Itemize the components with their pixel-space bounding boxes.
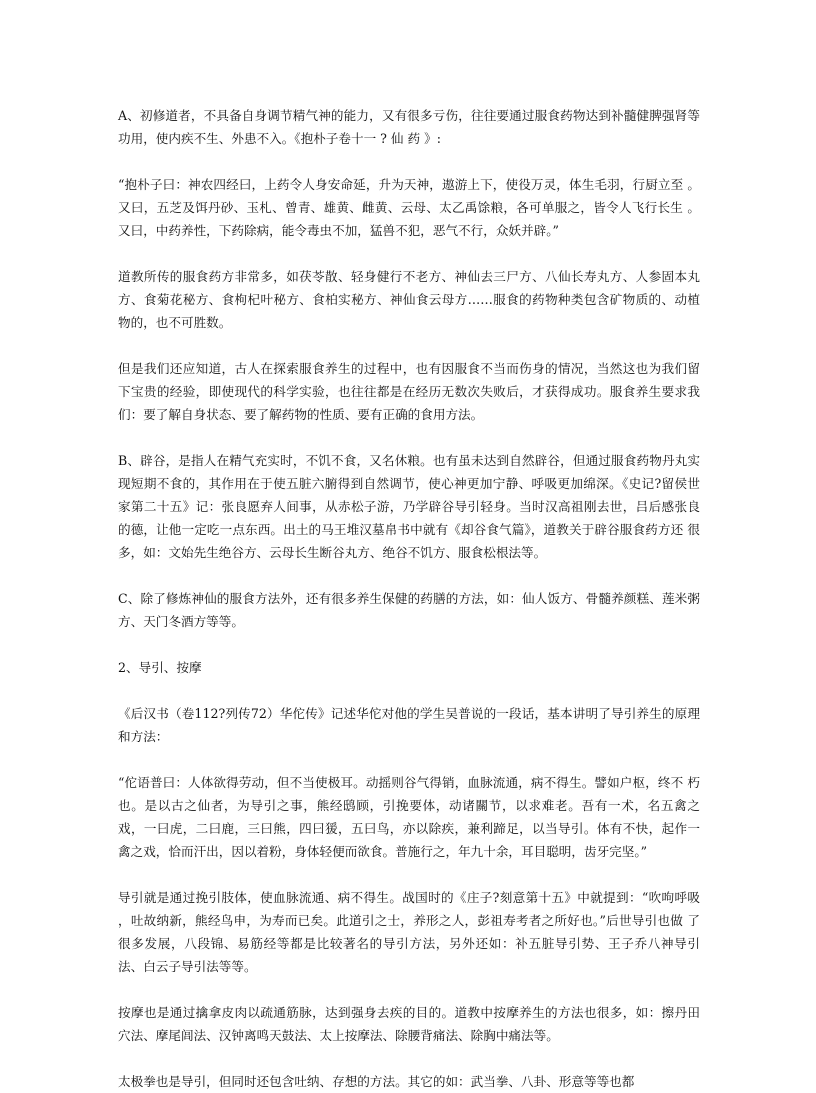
paragraph-daoyin-explained: 导引就是通过挽引肢体，使血脉流通、病不得生。战国时的《庄子?刻意第十五》中就提到：“吹呴呼吸 ，吐故纳新，熊经鸟申，为寿而已矣。此道引之士，养形之人，彭祖寿考者之所好也。”后世导引也做 了很多发展，八段锦、易筋经等都是比较著名的导引方法，另外还如：补五脏导引势、王子乔八神导引 法、白云子导引法等等。 xyxy=(118,890,700,974)
paragraph-section-a-intro: A、初修道者，不具备自身调节精气神的能力，又有很多亏伤，往往要通过服食药物达到补髓健脾强肾等 功用，使内疾不生、外患不入。《抱朴子卷十一 ? 仙 药 》: xyxy=(118,108,700,146)
paragraph-anmo-explained: 按摩也是通过擒拿皮肉以疏通筋脉，达到强身去疾的目的。道教中按摩养生的方法也很多，如：擦丹田 穴法、摩尾闾法、汉钟离鸣天鼓法、太上按摩法、除腰背痛法、除胸中痛法等。 xyxy=(118,1005,700,1043)
paragraph-baopuzi-quote: “抱朴子曰：神农四经曰，上药令人身安命延，升为天神，遨游上下，使役万灵，体生毛羽，行厨立至 。又曰，五芝及饵丹砂、玉札、曾青、雄黄、雌黄、云母、太乙禹馀粮，各可单服之，皆令人飞行长生 。又曰，中药养性，下药除病，能令毒虫不加，猛兽不犯，恶气不行，众妖并辟。” xyxy=(118,177,700,238)
paragraph-huatuo-intro: 《后汉书（卷112?列传72）华佗传》记述华佗对他的学生吴普说的一段话，基本讲明了导引养生的原理 和方法： xyxy=(118,706,700,744)
paragraph-section-c-yaoshan: C、除了修炼神仙的服食方法外，还有很多养生保健的药膳的方法，如：仙人饭方、骨髓养颜糕、莲米粥 方、天门冬酒方等等。 xyxy=(118,591,700,629)
paragraph-huatuo-quote: “佗语普曰：人体欲得劳动，但不当使极耳。动摇则谷气得销，血脉流通，病不得生。譬如户枢，终不 朽也。是以古之仙者，为导引之事，熊经鸱顾，引挽要体，动诸關节，以求难老。吾有一术，名五禽之 戏，一曰虎，二曰鹿，三曰熊，四曰猨，五曰鸟，亦以除疾，兼利蹄足，以当导引。体有不快，起作一 禽之戏，恰而汗出，因以着粉，身体轻便而欲食。普施行之，年九十余，耳目聪明，齿牙完坚。” xyxy=(118,775,700,859)
paragraph-medicine-recipes: 道教所传的服食药方非常多，如茯苓散、轻身健行不老方、神仙去三尸方、八仙长寿丸方、人参固本丸 方、食菊花秘方、食枸杞叶秘方、食柏实秘方、神仙食云母方……服食的药物种类包含矿物质的、动植 物的，也不可胜数。 xyxy=(118,269,700,330)
paragraph-taijiquan: 太极拳也是导引，但同时还包含吐纳、存想的方法。其它的如：武当拳、八卦、形意等等也都 xyxy=(118,1074,635,1089)
paragraph-section-b-bigu: B、辟谷，是指人在精气充实时，不饥不食，又名休粮。也有虽未达到自然辟谷，但通过服食药物丹丸实 现短期不食的，其作用在于使五脏六腑得到自然调节，使心神更加宁静、呼吸更加绵深。《史记?留侯世 家第二十五》记：张良愿弃人间事，从赤松子游，乃学辟谷导引轻身。当时汉高祖刚去世，吕后感张良 的德，让他一定吃一点东西。出土的马王堆汉墓帛书中就有《却谷食气篇》，道教关于辟谷服食药方还 很多，如：文始先生绝谷方、云母长生断谷丸方、绝谷不饥方、服食松根法等。 xyxy=(118,453,700,560)
section-heading-daoyin-anmo: 2、导引、按摩 xyxy=(118,660,202,675)
paragraph-caution: 但是我们还应知道，古人在探索服食养生的过程中，也有因服食不当而伤身的情况，当然这也为我们留 下宝贵的经验，即使现代的科学实验，也往往都是在经历无数次失败后，才获得成功。服食养生要求我 们：要了解自身状态、要了解药物的性质、要有正确的食用方法。 xyxy=(118,361,700,422)
document-page xyxy=(118,104,700,1093)
